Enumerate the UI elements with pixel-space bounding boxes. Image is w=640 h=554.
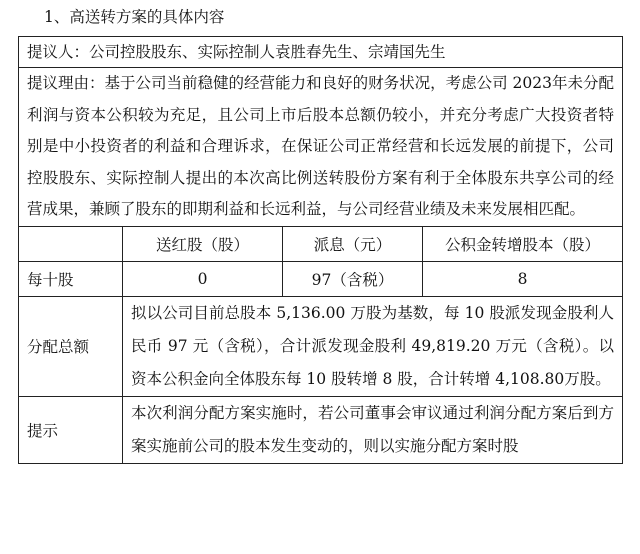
notice-row <box>19 396 623 463</box>
header-capital-reserve: 公积金转增股本（股） <box>423 226 623 261</box>
notice-cell <box>123 396 623 463</box>
section-title: 1、高送转方案的具体内容 <box>44 8 225 26</box>
header-empty <box>19 226 123 261</box>
distribution-row <box>19 296 623 396</box>
table-header-row <box>19 226 623 261</box>
proposer-cell: 提议人：公司控股股东、实际控制人袁胜春先生、宗靖国先生 <box>19 37 623 68</box>
reason-row <box>19 68 623 227</box>
distribution-label: 分配总额 <box>19 296 123 396</box>
table-row <box>19 261 623 296</box>
dividend-value: 97（含税） <box>283 261 423 296</box>
header-dividend: 派息（元） <box>283 226 423 261</box>
row-label: 每十股 <box>19 261 123 296</box>
notice-label: 提示 <box>19 396 123 463</box>
proposer-row <box>19 37 623 68</box>
capital-reserve-value: 8 <box>423 261 623 296</box>
reason-cell <box>19 68 623 227</box>
distribution-text: 拟以公司目前总股本 5,136.00 万股为基数，每 10 股派发现金股利人民币 97 元（含税），合计派发现金股利 49,819.20 万元（含税）。以资本公积金向全体股东每 10 股转增 8 股，合计转增 4,108.80万股。 <box>131 303 615 388</box>
distribution-cell <box>123 296 623 396</box>
reason-text: 提议理由：基于公司当前稳健的经营能力和良好的财务状况，考虑公司 2023年未分配利润与资本公积较为充足，且公司上市后股本总额仍较小，并充分考虑广大投资者特别是中小投资者的利益和合理诉求，在保证公司正常经营和长远发展的前提下，公司控股股东、实际控制人提出的本次高比例送转股份方案有利于全体股东共享公司的经营成果，兼顾了股东的即期利益和长远利益，与公司经营业绩及未来发展相匹配。 <box>27 74 615 218</box>
header-bonus-shares: 送红股（股） <box>123 226 283 261</box>
notice-text: 本次利润分配方案实施时，若公司董事会审议通过利润分配方案后到方案实施前公司的股本发生变动的，则以实施分配方案时股 <box>131 403 615 455</box>
plan-table <box>18 36 623 464</box>
bonus-shares-value: 0 <box>123 261 283 296</box>
